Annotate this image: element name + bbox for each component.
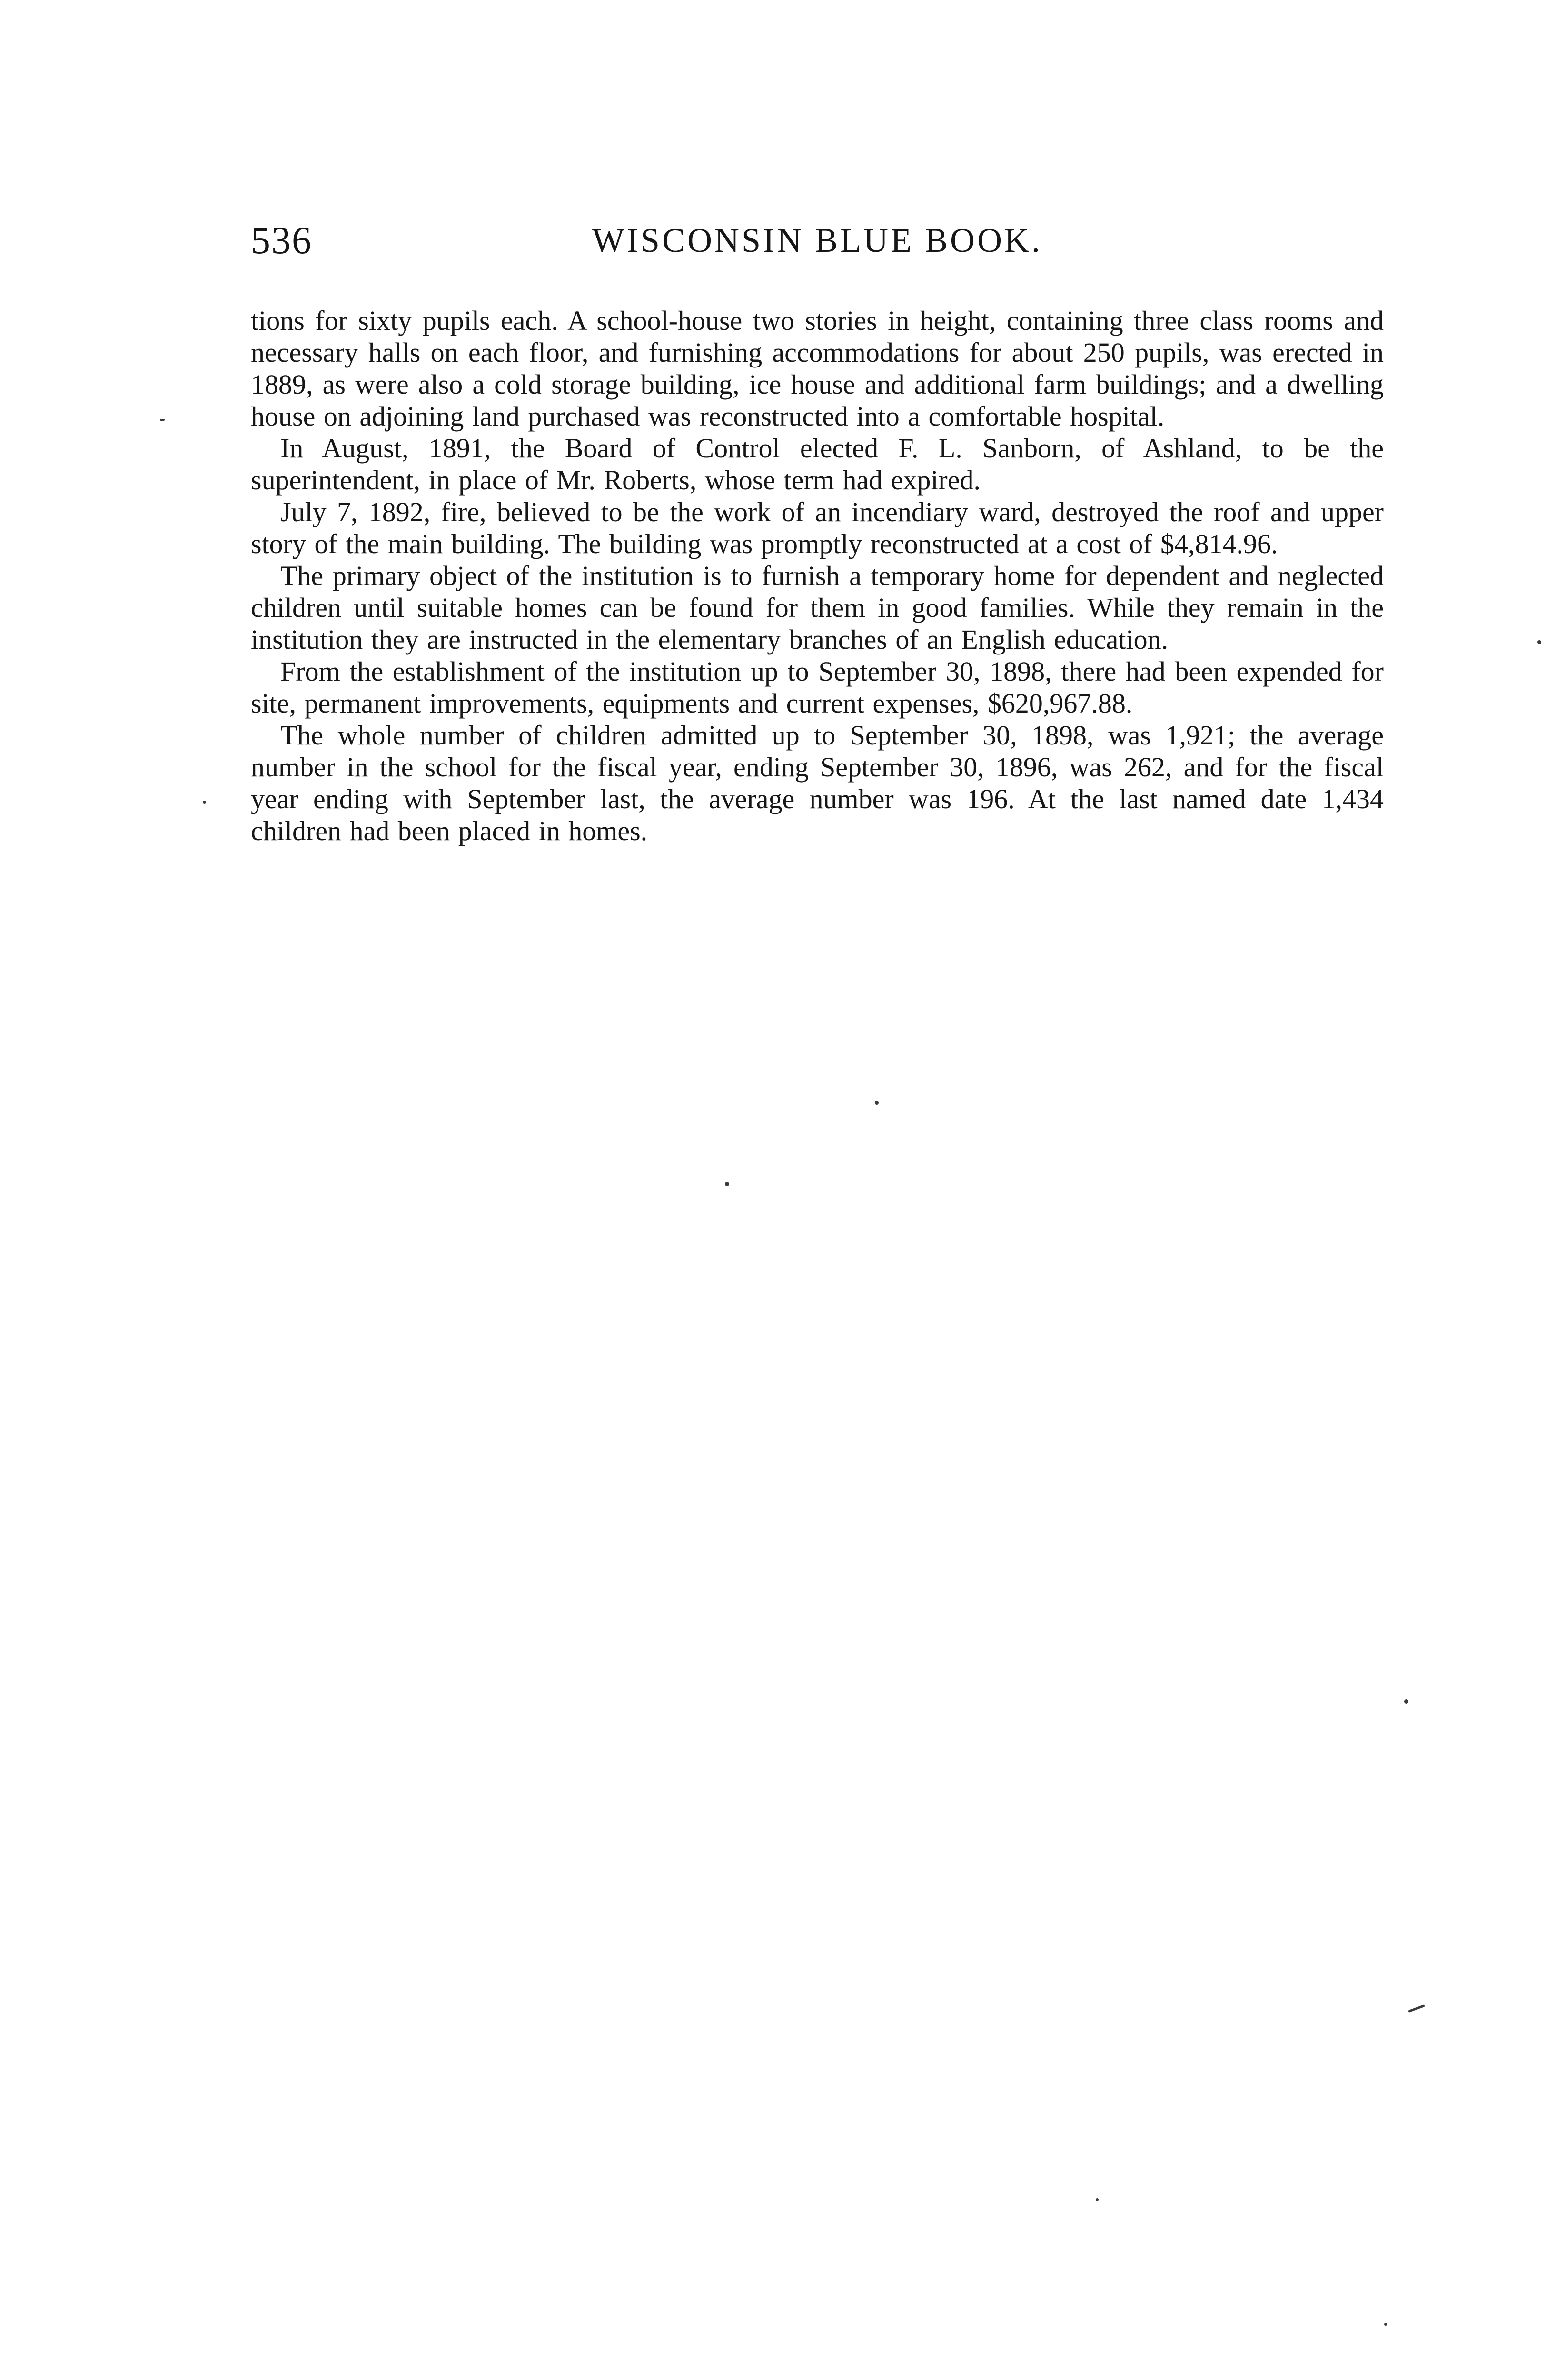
- scan-speck: [203, 801, 206, 804]
- scan-speck: [1404, 1699, 1408, 1704]
- scan-speck: [1384, 2323, 1387, 2326]
- page-header: [251, 217, 1384, 264]
- paragraph: The primary object of the institution is to furnish a temporary home for dependent and neglected children until suitable homes can be found for them in good families. While they remain in the institution they are instructed in the elementary branches of an English education.: [251, 560, 1384, 655]
- paragraph: The whole number of children admitted up to September 30, 1898, was 1,921; the average number in the school for the fiscal year, ending September 30, 1896, was 262, and for the fiscal year ending with September last, the average number was 196. At the last named date 1,434 children had been placed in homes.: [251, 720, 1384, 846]
- paragraph: July 7, 1892, fire, believed to be the work of an incendiary ward, destroyed the roof and upper story of the main building. The building was promptly reconstructed at a cost of $4,814.96.: [251, 496, 1384, 559]
- paragraph: From the establishment of the institution up to September 30, 1898, there had been expended for site, permanent improvements, equipments and current expenses, $620,967.88.: [251, 656, 1384, 719]
- scan-speck: [1537, 640, 1541, 644]
- body-text: [251, 305, 1384, 847]
- page-number: 536: [251, 218, 312, 262]
- running-head: WISCONSIN BLUE BOOK.: [592, 221, 1042, 259]
- scan-speck: [725, 1182, 729, 1186]
- paragraph: tions for sixty pupils each. A school-house two stories in height, containing three class rooms and necessary halls on each floor, and furnishing accommodations for about 250 pupils, was erected in 1889, as were also a cold storage building, ice house and additional farm buildings; and a dwelling house on adjoining land purchased was reconstructed into a comfortable hospital.: [251, 305, 1384, 432]
- scan-speck: [160, 419, 165, 421]
- scan-speck: [1096, 2198, 1099, 2201]
- scan-speck: [875, 1101, 879, 1105]
- paragraph: In August, 1891, the Board of Control elected F. L. Sanborn, of Ashland, to be the superintendent, in place of Mr. Roberts, whose term had expired.: [251, 433, 1384, 496]
- scan-speck: [1408, 2004, 1425, 2013]
